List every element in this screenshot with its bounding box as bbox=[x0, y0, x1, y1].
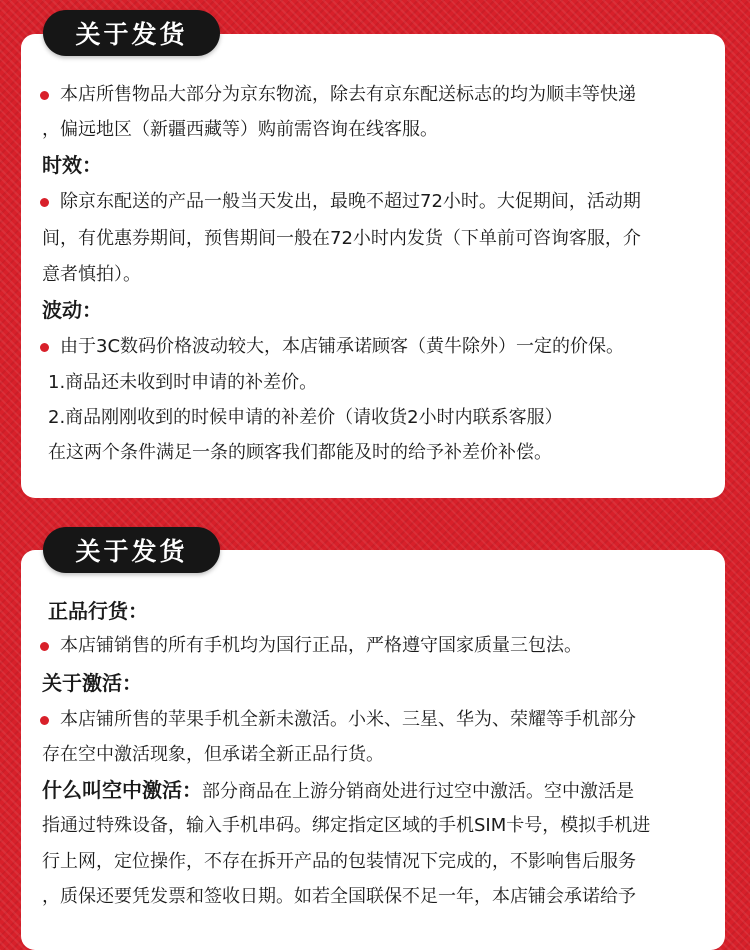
shipping-text-line: 本店所售物品大部分为京东物流，除去有京东配送标志的均为顺丰等快递 bbox=[60, 84, 636, 105]
genuine-heading: 正品行货： bbox=[48, 599, 148, 623]
fluctuation-text-line: 1.商品还未收到时申请的补差价。 bbox=[48, 372, 318, 393]
timeliness-heading: 时效： bbox=[42, 153, 102, 177]
bullet-icon bbox=[40, 716, 49, 725]
bullet-icon bbox=[40, 343, 49, 352]
air-activation-text: 部分商品在上游分销商处进行过空中激活。空中激活是 bbox=[202, 781, 634, 802]
activation-heading: 关于激活： bbox=[42, 671, 142, 695]
genuine-text-line: 本店铺销售的所有手机均为国行正品，严格遵守国家质量三包法。 bbox=[60, 635, 582, 656]
section-title-badge bbox=[43, 10, 220, 56]
fluctuation-text-line: 由于3C数码价格波动较大，本店铺承诺顾客（黄牛除外）一定的价保。 bbox=[60, 336, 625, 357]
fluctuation-heading: 波动： bbox=[42, 298, 102, 322]
air-activation-text-line: ，质保还要凭发票和签收日期。如若全国联保不足一年，本店铺会承诺给予 bbox=[42, 886, 636, 907]
activation-text-line: 本店铺所售的苹果手机全新未激活。小米、三星、华为、荣耀等手机部分 bbox=[60, 709, 636, 730]
air-activation-label: 什么叫空中激活： bbox=[42, 778, 202, 802]
fluctuation-text-line: 在这两个条件满足一条的顾客我们都能及时的给予补差价补偿。 bbox=[48, 442, 552, 463]
shipping-text-line: ，偏远地区（新疆西藏等）购前需咨询在线客服。 bbox=[42, 119, 438, 140]
fluctuation-text-line: 2.商品刚刚收到的时候申请的补差价（请收货2小时内联系客服） bbox=[48, 407, 563, 428]
activation-text-line: 存在空中激活现象，但承诺全新正品行货。 bbox=[42, 744, 384, 765]
air-activation-text-line: 指通过特殊设备，输入手机串码。绑定指定区域的手机SIM卡号，模拟手机进 bbox=[42, 815, 651, 836]
timeliness-text-line: 间，有优惠券期间，预售期间一般在72小时内发货（下单前可咨询客服，介 bbox=[42, 228, 641, 249]
air-activation-line bbox=[42, 777, 634, 805]
timeliness-text-line: 意者慎拍）。 bbox=[42, 264, 141, 285]
bullet-icon bbox=[40, 642, 49, 651]
section-title: 关于发货 bbox=[75, 537, 188, 566]
section-title-badge bbox=[43, 527, 220, 573]
timeliness-text-line: 除京东配送的产品一般当天发出，最晚不超过72小时。大促期间，活动期 bbox=[60, 191, 641, 212]
air-activation-text-line: 行上网，定位操作，不存在拆开产品的包装情况下完成的，不影响售后服务 bbox=[42, 851, 636, 872]
bullet-icon bbox=[40, 91, 49, 100]
bullet-icon bbox=[40, 198, 49, 207]
section-title: 关于发货 bbox=[75, 20, 188, 49]
